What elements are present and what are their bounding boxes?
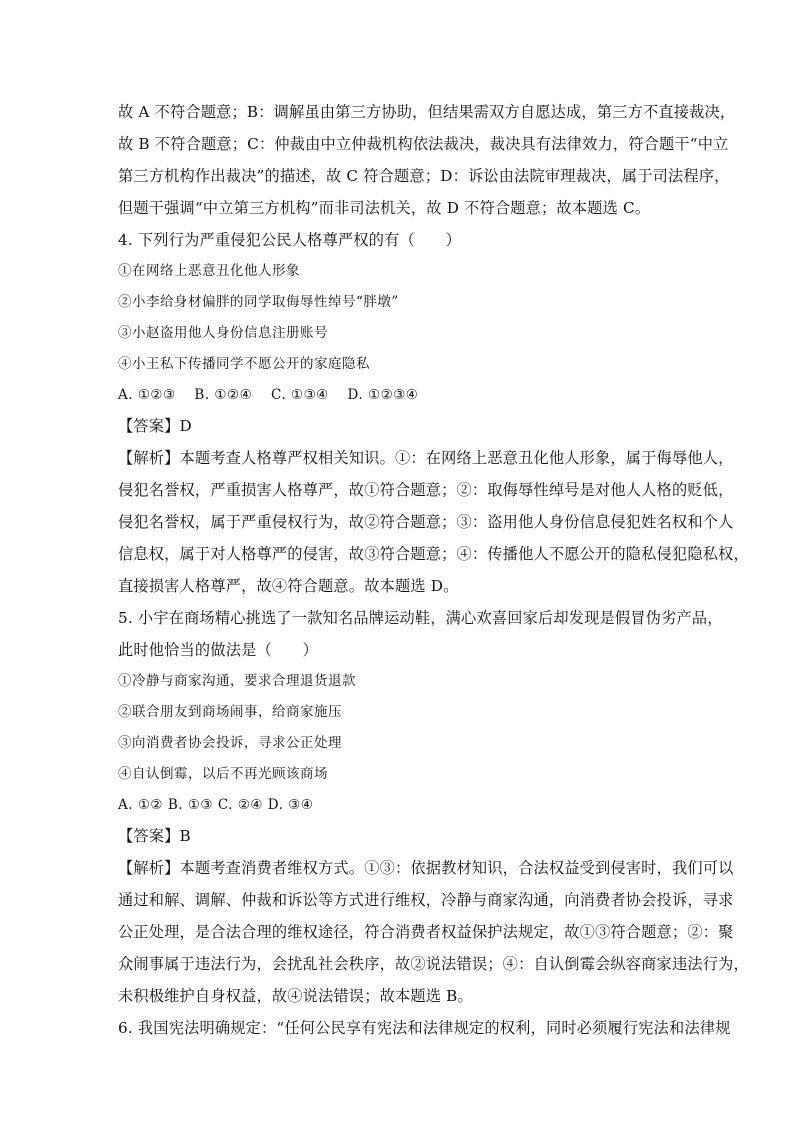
question-5-analysis-line: 众闹事属于违法行为，会扰乱社会秩序，故②说法错误；④：自认倒霉会纵容商家违法行为， xyxy=(118,955,749,973)
analysis-line: 但题干强调“中立第三方机构”而非司法机关，故 D 不符合题意；故本题选 C。 xyxy=(118,199,651,217)
question-5-analysis-line: 未积极维护自身权益，故④说法错误；故本题选 B。 xyxy=(118,987,473,1005)
question-5-analysis-line: 通过和解、调解、仲裁和诉讼等方式进行维权，冷静与商家沟通，向消费者协会投诉，寻求 xyxy=(118,891,734,909)
analysis-line: 故 A 不符合题意；B：调解虽由第三方协助，但结果需双方自愿达成，第三方不直接裁决， xyxy=(118,103,736,121)
analysis-line: 第三方机构作出裁决”的描述，故 C 符合题意；D：诉讼由法院审理裁决，属于司法程序， xyxy=(118,167,730,185)
question-4-analysis-line: 直接损害人格尊严，故④符合题意。故本题选 D。 xyxy=(118,577,459,595)
question-4-item: ④小王私下传播同学不愿公开的家庭隐私 xyxy=(118,356,370,372)
question-4-item: ①在网络上恶意丑化他人形象 xyxy=(118,263,300,279)
question-4-analysis-line: 【解析】本题考查人格尊严权相关知识。①：在网络上恶意丑化他人形象，属于侮辱他人， xyxy=(118,449,734,467)
question-4-choices: A. ①②③ B. ①②④ C. ①③④ D. ①②③④ xyxy=(118,387,419,403)
question-5-item: ②联合朋友到商场闹事，给商家施压 xyxy=(118,704,342,720)
question-6-stem: 6. 我国宪法明确规定：“任何公民享有宪法和法律规定的权利，同时必须履行宪法和法律规 xyxy=(118,1019,731,1037)
question-5-choices: A. ①② B. ①③ C. ②④ D. ③④ xyxy=(118,797,314,813)
question-4-answer: 【答案】D xyxy=(118,417,192,435)
question-5-item: ④自认倒霉，以后不再光顾该商场 xyxy=(118,766,328,782)
question-5-item: ①冷静与商家沟通，要求合理退货退款 xyxy=(118,673,356,689)
question-5-stem: 5. 小宇在商场精心挑选了一款知名品牌运动鞋，满心欢喜回家后却发现是假冒伪劣产品， xyxy=(118,609,723,627)
question-4-item: ③小赵盗用他人身份信息注册账号 xyxy=(118,325,328,341)
question-5-item: ③向消费者协会投诉，寻求公正处理 xyxy=(118,735,342,751)
question-5-answer: 【答案】B xyxy=(118,827,191,845)
question-5-analysis-line: 【解析】本题考查消费者维权方式。①③：依据教材知识，合法权益受到侵害时，我们可以 xyxy=(118,859,734,877)
question-4-analysis-line: 信息权，属于对人格尊严的侵害，故③符合题意；④：传播他人不愿公开的隐私侵犯隐私权， xyxy=(118,545,749,563)
question-4-item: ②小李给身材偏胖的同学取侮辱性绰号“胖墩” xyxy=(118,294,399,310)
question-5-stem: 此时他恰当的做法是（ ） xyxy=(118,641,319,659)
analysis-line: 故 B 不符合题意；C：仲裁由中立仲裁机构依法裁决，裁决具有法律效力，符合题干“中立 xyxy=(118,135,729,153)
question-5-analysis-line: 公正处理，是合法合理的维权途径，符合消费者权益保护法规定，故①③符合题意；②：聚 xyxy=(118,923,734,941)
question-4-analysis-line: 侵犯名誉权，属于严重侵权行为，故②符合题意；③：盗用他人身份信息侵犯姓名权和个人 xyxy=(118,513,734,531)
question-4-analysis-line: 侵犯名誉权，严重损害人格尊严，故①符合题意；②：取侮辱性绰号是对他人人格的贬低， xyxy=(118,481,734,499)
question-4-stem: 4. 下列行为严重侵犯公民人格尊严权的有（ ） xyxy=(118,231,462,249)
